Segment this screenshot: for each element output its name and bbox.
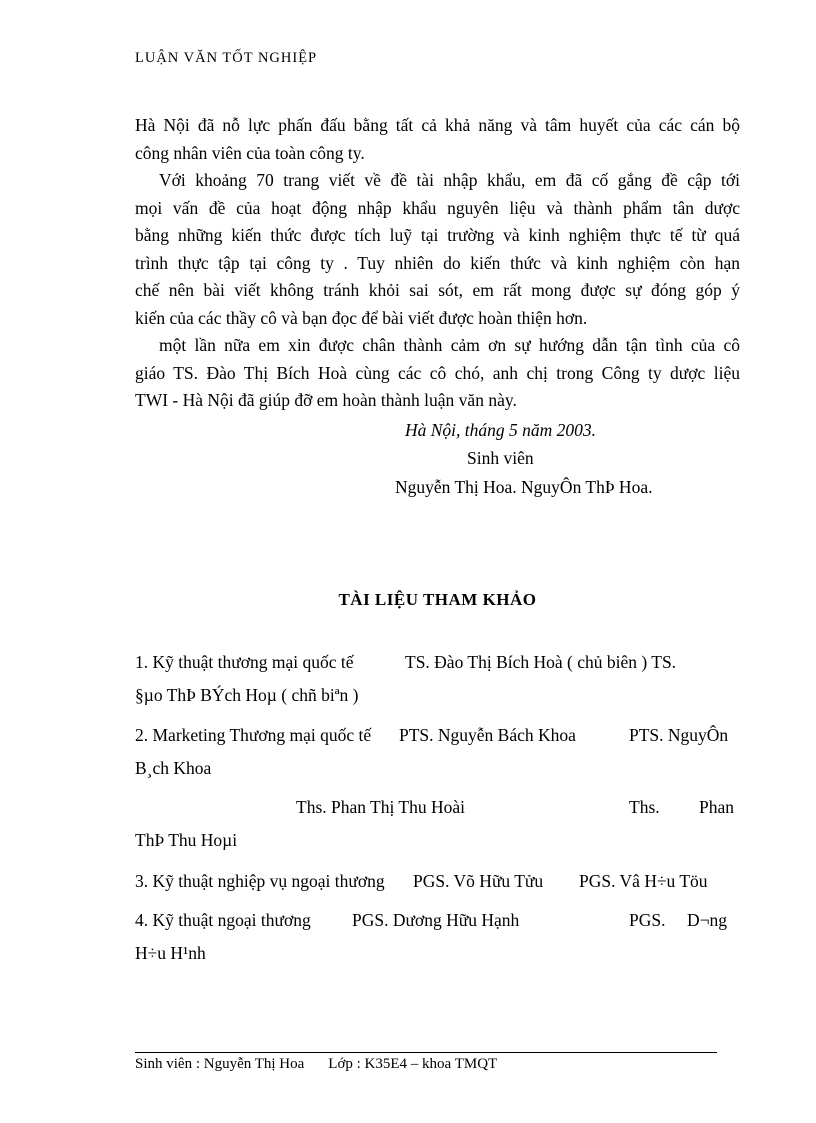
reference-2-continuation-2: ThÞ Thu Hoµi [135,830,238,850]
paragraph-line: giáo TS. Đào Thị Bích Hoà cùng các cô chó, anh chị trong Công ty dược liệu [135,362,740,383]
signature-role: Sinh viên [467,448,534,468]
page-header: LUẬN VĂN TỐT NGHIỆP [135,50,318,66]
paragraph-line: một lần nữa em xin được chân thành cảm ơn sự hướng dẫn tận tình của cô [159,335,740,355]
paragraph-1 [135,112,740,167]
reference-2-coauthor-alt-2: Phan [699,797,734,817]
reference-4-title: 4. Kỹ thuật ngoại thương [135,910,311,930]
reference-1-continuation: §µo ThÞ BÝch Hoµ ( chñ biªn ) [135,685,359,705]
reference-1-author: TS. Đào Thị Bích Hoà ( chủ biên ) TS. [405,652,677,672]
paragraph-line: công nhân viên của toàn công ty. [135,142,365,163]
reference-2-coauthor: Ths. Phan Thị Thu Hoài [296,797,466,817]
references-title: TÀI LIỆU THAM KHẢO [338,590,537,609]
reference-3-author-alt: PGS. Vâ H÷u Töu [579,871,708,891]
reference-3-title: 3. Kỹ thuật nghiệp vụ ngoại thương [135,871,385,891]
paragraph-line: TWI - Hà Nội đã giúp đỡ em hoàn thành luận văn này. [135,390,517,410]
paragraph-line: Hà Nội đã nỗ lực phấn đấu bằng tất cả khả năng và tâm huyết của các cán bộ [135,115,740,135]
paragraph-line: bằng những kiến thức được tích luỹ tại trường và kinh nghiệm thực tế từ quá [135,225,740,245]
page-footer [135,1056,497,1073]
reference-4-author-alt-1: PGS. [629,910,666,930]
reference-2-coauthor-alt-1: Ths. [629,797,660,817]
reference-2-author-alt: PTS. NguyÔn [629,725,729,745]
reference-3-author: PGS. Võ Hữu Tửu [413,871,544,891]
paragraph-3 [135,332,740,415]
paragraph-line: mọi vấn đề của hoạt động nhập khẩu nguyên liệu và thành phẩm tân dược [135,197,740,218]
paragraph-line: kiến của các thầy cô và bạn đọc để bài viết được hoàn thiện hơn. [135,307,588,328]
reference-4-author-alt-2: D¬ng [687,910,728,930]
paragraph-2 [135,167,740,332]
reference-2-continuation: B¸ch Khoa [135,758,212,778]
signature-name: Nguyễn Thị Hoa. NguyÔn ThÞ Hoa. [395,477,653,497]
reference-2-title: 2. Marketing Thương mại quốc tế [135,725,372,745]
paragraph-line: Với khoảng 70 trang viết về đề tài nhập khẩu, em đã cố gắng đề cập tới [159,170,740,190]
reference-2-author: PTS. Nguyễn Bách Khoa [399,725,576,745]
reference-1-title: 1. Kỹ thuật thương mại quốc tế [135,652,354,672]
paragraph-line: trình thực tập tại công ty . Tuy nhiên do kiến thức và kinh nghiệm còn hạn [135,252,740,273]
footer-class: Lớp : K35E4 – khoa TMQT [328,1056,498,1072]
paragraph-line: chế nên bài viết không tránh khỏi sai sót, em rất mong được sự đóng góp ý [135,280,740,300]
signature-place-date: Hà Nội, tháng 5 năm 2003. [405,420,597,440]
footer-rule [135,1052,717,1053]
reference-4-continuation: H÷u H¹nh [135,943,206,963]
reference-4-author: PGS. Dương Hữu Hạnh [352,910,520,930]
footer-student: Sinh viên : Nguyễn Thị Hoa [135,1056,305,1072]
